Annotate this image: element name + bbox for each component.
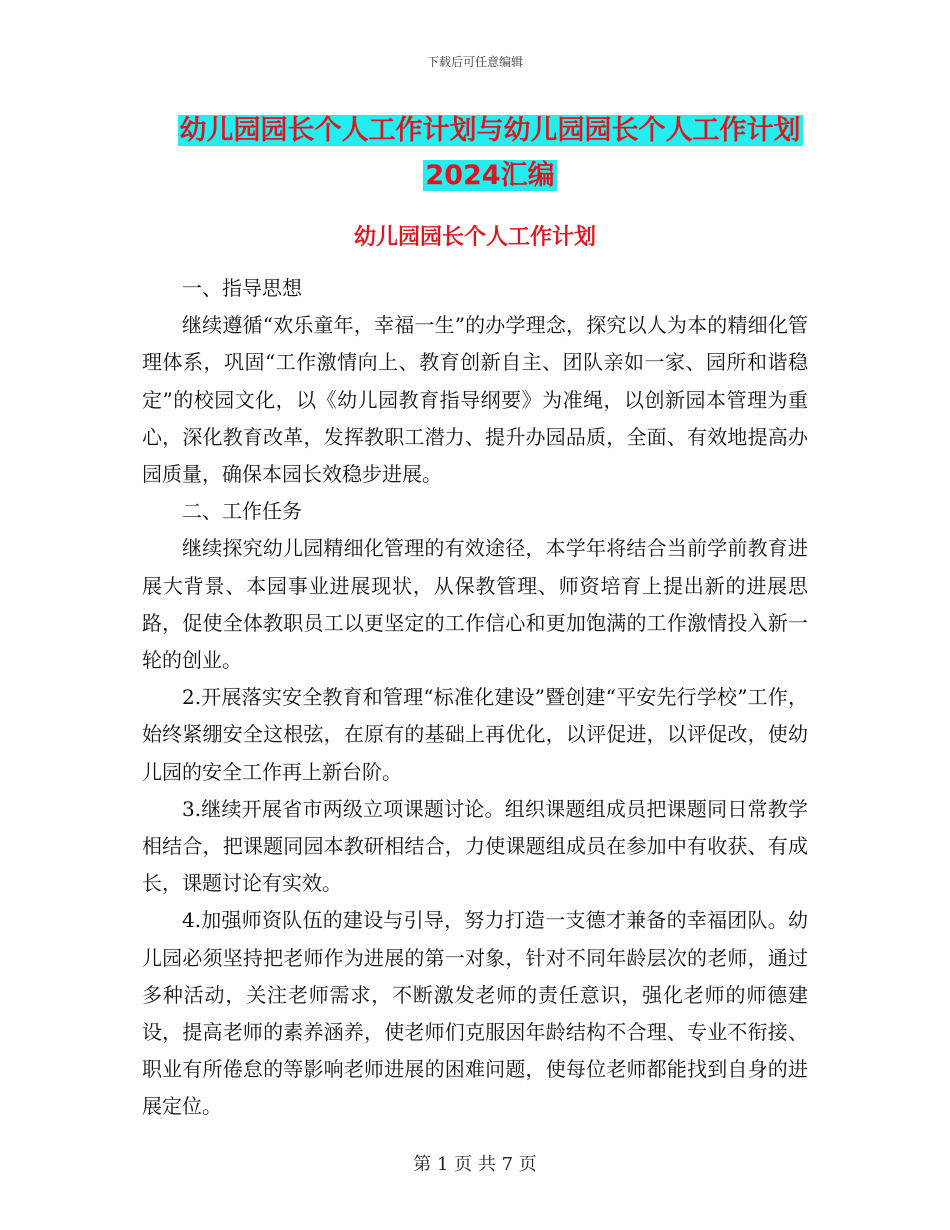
page-footer: 第 1 页 共 7 页 xyxy=(413,1154,537,1175)
title-highlight-2: 2024汇编 xyxy=(425,160,555,191)
section-title: 幼儿园园长个人工作计划 xyxy=(353,225,596,250)
document-body xyxy=(142,270,808,1126)
heading-guiding-thought: 一、指导思想 xyxy=(182,276,302,300)
paragraph: 2.开展落实安全教育和管理“标准化建设”暨创建“平安先行学校”工作，始终紧绷安全这根弦，在原有的基础上再优化，以评促进，以评促改，使幼儿园的安全工作再上新台阶。 xyxy=(142,685,808,784)
paragraph: 3.继续开展省市两级立项课题讨论。组织课题组成员把课题同日常教学相结合，把课题同园本教研相结合，力使课题组成员在参加中有收获、有成长，课题讨论有实效。 xyxy=(142,796,808,896)
paragraph: 4.加强师资队伍的建设与引导，努力打造一支德才兼备的幸福团队。幼儿园必须坚持把老师作为进展的第一对象，针对不同年龄层次的老师，通过多种活动，关注老师需求，不断激发老师的责任意识，强化老师的师德建设，提高老师的素养涵养，使老师们克服因年龄结构不合理、专业不衔接、职业有所倦怠的等影响老师进展的困难问题，使每位老师都能找到自身的进展定位。 xyxy=(142,908,808,1119)
heading-work-tasks: 二、工作任务 xyxy=(182,499,302,524)
document-title-line-1 xyxy=(140,108,840,153)
title-highlight-1: 幼儿园园长个人工作计划与幼儿园园长个人工作计划 xyxy=(179,115,801,146)
paragraph: 继续遵循“欢乐童年，幸福一生”的办学理念，探究以人为本的精细化管理体系，巩固“工作激情向上、教育创新自主、团队亲如一家、园所和谐稳定”的校园文化，以《幼儿园教育指导纲要》为准绳，以创新园本管理为重心，深化教育改革，发挥教职工潜力、提升办园品质，全面、有效地提高办园质量，确保本园长效稳步进展。 xyxy=(142,313,808,487)
document-title-line-2 xyxy=(140,153,840,198)
paragraph: 继续探究幼儿园精细化管理的有效途径，本学年将结合当前学前教育进展大背景、本园事业进展现状，从保教管理、师资培育上提出新的进展思路，促使全体教职员工以更坚定的工作信心和更加饱满的工作激情投入新一轮的创业。 xyxy=(142,536,808,673)
page-header: 下载后可任意编辑 xyxy=(426,55,523,69)
